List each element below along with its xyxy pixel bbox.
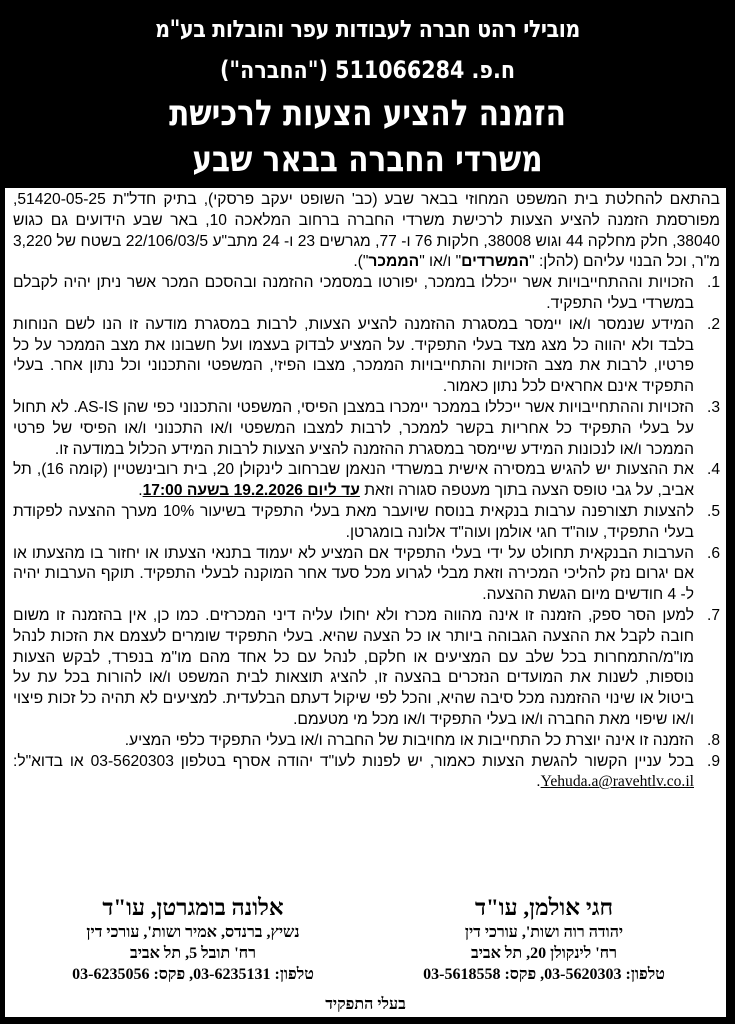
notice-body-box — [3, 186, 728, 1019]
intro-bold-asset: הממכר — [368, 253, 420, 271]
term-number: 8. — [706, 731, 720, 749]
term-text: הזמנה זו אינה יוצרת כל התחייבות או מחויבות של החברה ו/או בעלי התפקיד כלפי המציע. — [124, 731, 694, 749]
signature-block-ulman — [374, 894, 714, 985]
term-text-end: . — [536, 773, 541, 791]
term-text: למען הסר ספק, הזמנה זו אינה מהווה מכרז ולא יחולו עליה דיני המכרזים. כמו כן, אין בהזמנה זו משום חובה לקבל את ההצעה הגבוהה ביותר או כל הצעה שהיא. בעלי התפקיד שומרים לעצמם את הזכות לנהל מו"מ/התמחרות בכל שלב עם המציעים או חלקם, לנהל עם כל אחד מהם מו"מ בנפרד, לבקש הצעות נוספות, לשנות את המועדים הנזכרים בהצעה זו, להציג תוצאות לבית המשפט ו/או להורות בכל עת על ביטול או שינוי ההזמנה מכל סיבה שהיא, והכל לפי שיקול דעתם הבלעדית. למציעים לא תהיה כל זכות פיצוי ו/או שיפוי מאת החברה ו/או בעלי התפקיד ו/או מכל מי מטעמם. — [13, 606, 694, 728]
term-text: את ההצעות יש להגיש במסירה אישית במשרדי הנאמן שברחוב לינקולן 20, בית רובינשטיין (קומה 16), תל אביב, על גבי טופס הצעה בתוך מעטפה סגורה וזאת — [13, 461, 694, 500]
signatory-firm: נשיץ, ברנדס, אמיר ושות', עורכי דין — [86, 924, 300, 941]
signatory-name: אלונה בומגרטן, עו"ד — [102, 895, 284, 920]
signature-block-baumgarten — [23, 894, 363, 985]
term-item-1 — [13, 273, 720, 315]
term-text: הערבות הבנקאית תחולט על ידי בעלי התפקיד אם המציע לא יעמוד בתנאי הצעתו או יחזור בו מהצעתו או אם יגרום נזק להליכי המכירה וזאת מבלי לגרוע מכל סעד אחר המוקנה לבעלי התפקיד. תוקף הערבות יהיה ל- 4 חודשים מיום הגשת ההצעה. — [13, 544, 694, 604]
intro-paragraph — [13, 190, 720, 273]
term-text-end: . — [138, 482, 143, 500]
submission-deadline: עד ליום 19.2.2026 בשעה 17:00 — [142, 482, 360, 500]
signatory-name: חגי אולמן, עו"ד — [474, 895, 614, 920]
term-text: להצעות תצורפנה ערבות בנקאית בנוסח שיועבר מאת בעלי התפקיד בשיעור 10% מערך ההצעה לפקודת בעלי התפקיד, עוה"ד חגי אולמן ועוה"ד אלונה בומגרטן. — [13, 502, 695, 541]
intro-text-1: בהתאם להחלטת בית המשפט המחוזי בבאר שבע (כב' השופט יעקב פרסקי), בתיק חדל"ת 51420-05-25, מפורסמת הזמנה להציע הצעות לרכישת משרדי החברה ברחוב המלאכה 10, באר שבע הידועים גם כגוש 38040, חלק מחלקה 44 וגוש 38008, חלקות 76 ו- 77, מגרשים 23 ו- 24 מתב"ע 22/106/03/5 בשטח של 3,220 מ"ר, וכל הבנוי עליהם (להלן: " — [13, 191, 720, 271]
notice-title-line2: משרדי החברה בבאר שבע — [192, 139, 543, 180]
intro-text-3: "). — [353, 253, 369, 271]
term-number: 7. — [706, 606, 720, 624]
term-number: 6. — [706, 544, 720, 562]
notice-body-text — [13, 190, 720, 793]
signatory-address: רח' תובל 5, תל אביב — [130, 945, 256, 962]
term-item-4 — [13, 460, 720, 502]
company-name: מובילי רהט חברה לעבודות עפר והובלות בע"מ — [155, 15, 580, 43]
term-item-7 — [13, 606, 720, 731]
term-item-9 — [13, 752, 720, 794]
term-text: המידע שנמסר ו/או יימסר במסגרת ההזמנה להציע הצעות, לרבות במסגרת מודעה זו הנו לשם הנוחות בלבד ולא יהווה כל מצג מצד בעלי התפקיד. על המציע לבדוק בעצמו ועל חשבונו את מצב הממכר על כל פרטיו, לרבות את מצב הזכויות והתחייבויות הממכר, מצבו הפיזי, המשפטי והתכנוני וכל נתון אחר. בעלי התפקיד אינם אחראים לכל נתון כאמור. — [13, 315, 694, 396]
signatory-phones: טלפון: 03-6235131, פקס: 03-6235056 — [72, 966, 314, 983]
term-number: 5. — [706, 502, 720, 520]
term-text: הזכויות וההתחייבויות אשר ייכללו בממכר יימכרו במצבן הפיסי, המשפטי והתכנוני כפי שהן AS-IS. לא תחול על בעלי התפקיד כל אחריות בקשר לממכר, לרבות למצבו המשפטי ו/או התכנוני ו/או הפיסי של פרטי הממכר ו/או לנכונות המידע שיימסר במסגרת ההזמנה להציע הצעות לרבות המידע הכלול במודעה זו. — [13, 398, 694, 458]
office-holders-label: בעלי התפקיד — [325, 996, 406, 1013]
term-number: 3. — [706, 398, 720, 416]
term-item-8 — [13, 731, 720, 752]
term-text: בכל עניין הקשור להגשת הצעות כאמור, יש לפנות לעו"ד יהודה אסרף בטלפון 03-5620303 או בדוא"ל: — [13, 752, 694, 770]
company-id: ח.פ. 511066284 ("החברה") — [219, 56, 516, 84]
signatory-address: רח' לינקולן 20, תל אביב — [470, 945, 617, 962]
term-number: 1. — [706, 274, 720, 292]
terms-list — [13, 273, 720, 793]
term-text: הזכויות וההתחייבויות אשר ייכללו בממכר, יפורטו במסמכי ההזמנה ובהסכם המכר אשר ניתן יהיה לקבלם במשרדי בעלי התפקיד. — [13, 274, 694, 312]
term-item-6 — [13, 544, 720, 606]
intro-text-2: " ו/או " — [419, 253, 462, 271]
contact-email-link[interactable]: Yehuda.a@ravehtlv.co.il — [540, 773, 694, 791]
notice-header — [0, 0, 735, 186]
term-item-2 — [13, 315, 720, 398]
intro-bold-offices: המשרדים — [461, 253, 530, 271]
term-number: 9. — [706, 752, 720, 770]
signatory-phones: טלפון: 03-5620303, פקס: 03-5618558 — [423, 966, 665, 983]
signatory-firm: יהודה רוה ושות', עורכי דין — [464, 924, 624, 941]
term-item-3 — [13, 398, 720, 460]
notice-title-line1: הזמנה להציע הצעות לרכישת — [169, 93, 566, 134]
term-item-5 — [13, 502, 720, 544]
term-number: 4. — [706, 461, 720, 479]
term-number: 2. — [706, 315, 720, 333]
